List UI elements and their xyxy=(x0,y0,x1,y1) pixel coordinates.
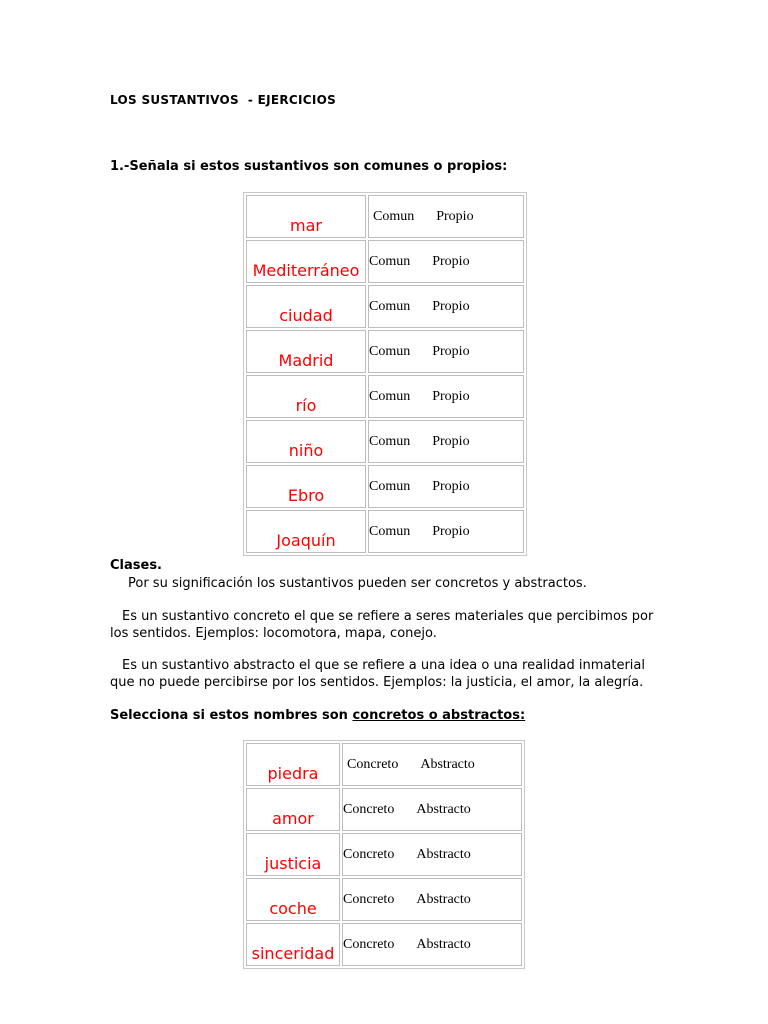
option-comun[interactable]: Comun xyxy=(369,434,411,449)
options-cell xyxy=(342,788,522,831)
options-cell xyxy=(368,420,524,463)
clases-paragraph: Es un sustantivo abstracto el que se refiere a una idea o una realidad inmaterial que no puede percibirse por los sentidos. Ejemplos: la justicia, el amor, la alegría. xyxy=(110,658,645,690)
option-propio[interactable]: Propio xyxy=(436,209,474,224)
options-cell xyxy=(368,195,524,238)
options-cell xyxy=(368,510,524,553)
options-cell xyxy=(368,375,524,418)
options-cell xyxy=(342,878,522,921)
options-cell xyxy=(342,743,522,786)
word-cell: Ebro xyxy=(246,465,366,508)
exercise1-heading: 1.-Señala si estos sustantivos son comunes o propios: xyxy=(110,159,508,174)
options-cell xyxy=(368,465,524,508)
document-title: LOS SUSTANTIVOS - EJERCICIOS xyxy=(110,93,337,107)
option-abstracto[interactable]: Abstracto xyxy=(420,757,475,772)
table-row xyxy=(246,330,524,373)
word-cell: justicia xyxy=(246,833,340,876)
exercise2-table xyxy=(243,740,525,969)
table-row xyxy=(246,375,524,418)
options-cell xyxy=(342,923,522,966)
table-row xyxy=(246,240,524,283)
option-propio[interactable]: Propio xyxy=(432,479,470,494)
table-row xyxy=(246,465,524,508)
table-row xyxy=(246,195,524,238)
option-concreto[interactable]: Concreto xyxy=(343,892,395,907)
table-row xyxy=(246,833,522,876)
table-row xyxy=(246,788,522,831)
option-propio[interactable]: Propio xyxy=(432,389,470,404)
option-comun[interactable]: Comun xyxy=(369,344,411,359)
option-comun[interactable]: Comun xyxy=(369,479,411,494)
word-cell: Joaquín xyxy=(246,510,366,553)
option-concreto[interactable]: Concreto xyxy=(343,802,395,817)
option-concreto[interactable]: Concreto xyxy=(343,937,395,952)
option-propio[interactable]: Propio xyxy=(432,344,470,359)
exercise2-heading-prefix: Selecciona si estos nombres son xyxy=(110,708,353,723)
option-propio[interactable]: Propio xyxy=(432,254,470,269)
options-cell xyxy=(368,330,524,373)
table-row xyxy=(246,878,522,921)
table-row xyxy=(246,285,524,328)
exercise2-heading xyxy=(110,708,525,723)
clases-paragraph: Es un sustantivo concreto el que se refiere a seres materiales que percibimos por los sentidos. Ejemplos: locomotora, mapa, conejo. xyxy=(110,609,654,641)
exercise1-table xyxy=(243,192,527,556)
table-row xyxy=(246,743,522,786)
option-comun[interactable]: Comun xyxy=(373,209,415,224)
clases-heading: Clases. xyxy=(110,558,162,573)
options-cell xyxy=(342,833,522,876)
word-cell: río xyxy=(246,375,366,418)
table-row xyxy=(246,510,524,553)
option-abstracto[interactable]: Abstracto xyxy=(416,802,471,817)
option-propio[interactable]: Propio xyxy=(432,524,470,539)
option-propio[interactable]: Propio xyxy=(432,434,470,449)
option-comun[interactable]: Comun xyxy=(369,524,411,539)
option-abstracto[interactable]: Abstracto xyxy=(416,847,471,862)
table-row xyxy=(246,420,524,463)
word-cell: coche xyxy=(246,878,340,921)
word-cell: amor xyxy=(246,788,340,831)
options-cell xyxy=(368,285,524,328)
option-concreto[interactable]: Concreto xyxy=(347,757,399,772)
word-cell: ciudad xyxy=(246,285,366,328)
word-cell: piedra xyxy=(246,743,340,786)
word-cell: niño xyxy=(246,420,366,463)
clases-paragraph: Por su significación los sustantivos pueden ser concretos y abstractos. xyxy=(128,576,587,591)
option-abstracto[interactable]: Abstracto xyxy=(416,892,471,907)
word-cell: sinceridad xyxy=(246,923,340,966)
table-row xyxy=(246,923,522,966)
options-cell xyxy=(368,240,524,283)
exercise2-heading-underlined: concretos o abstractos: xyxy=(352,708,526,723)
option-abstracto[interactable]: Abstracto xyxy=(416,937,471,952)
word-cell: Mediterráneo xyxy=(246,240,366,283)
option-comun[interactable]: Comun xyxy=(369,254,411,269)
word-cell: Madrid xyxy=(246,330,366,373)
option-comun[interactable]: Comun xyxy=(369,299,411,314)
option-concreto[interactable]: Concreto xyxy=(343,847,395,862)
option-propio[interactable]: Propio xyxy=(432,299,470,314)
option-comun[interactable]: Comun xyxy=(369,389,411,404)
word-cell: mar xyxy=(246,195,366,238)
